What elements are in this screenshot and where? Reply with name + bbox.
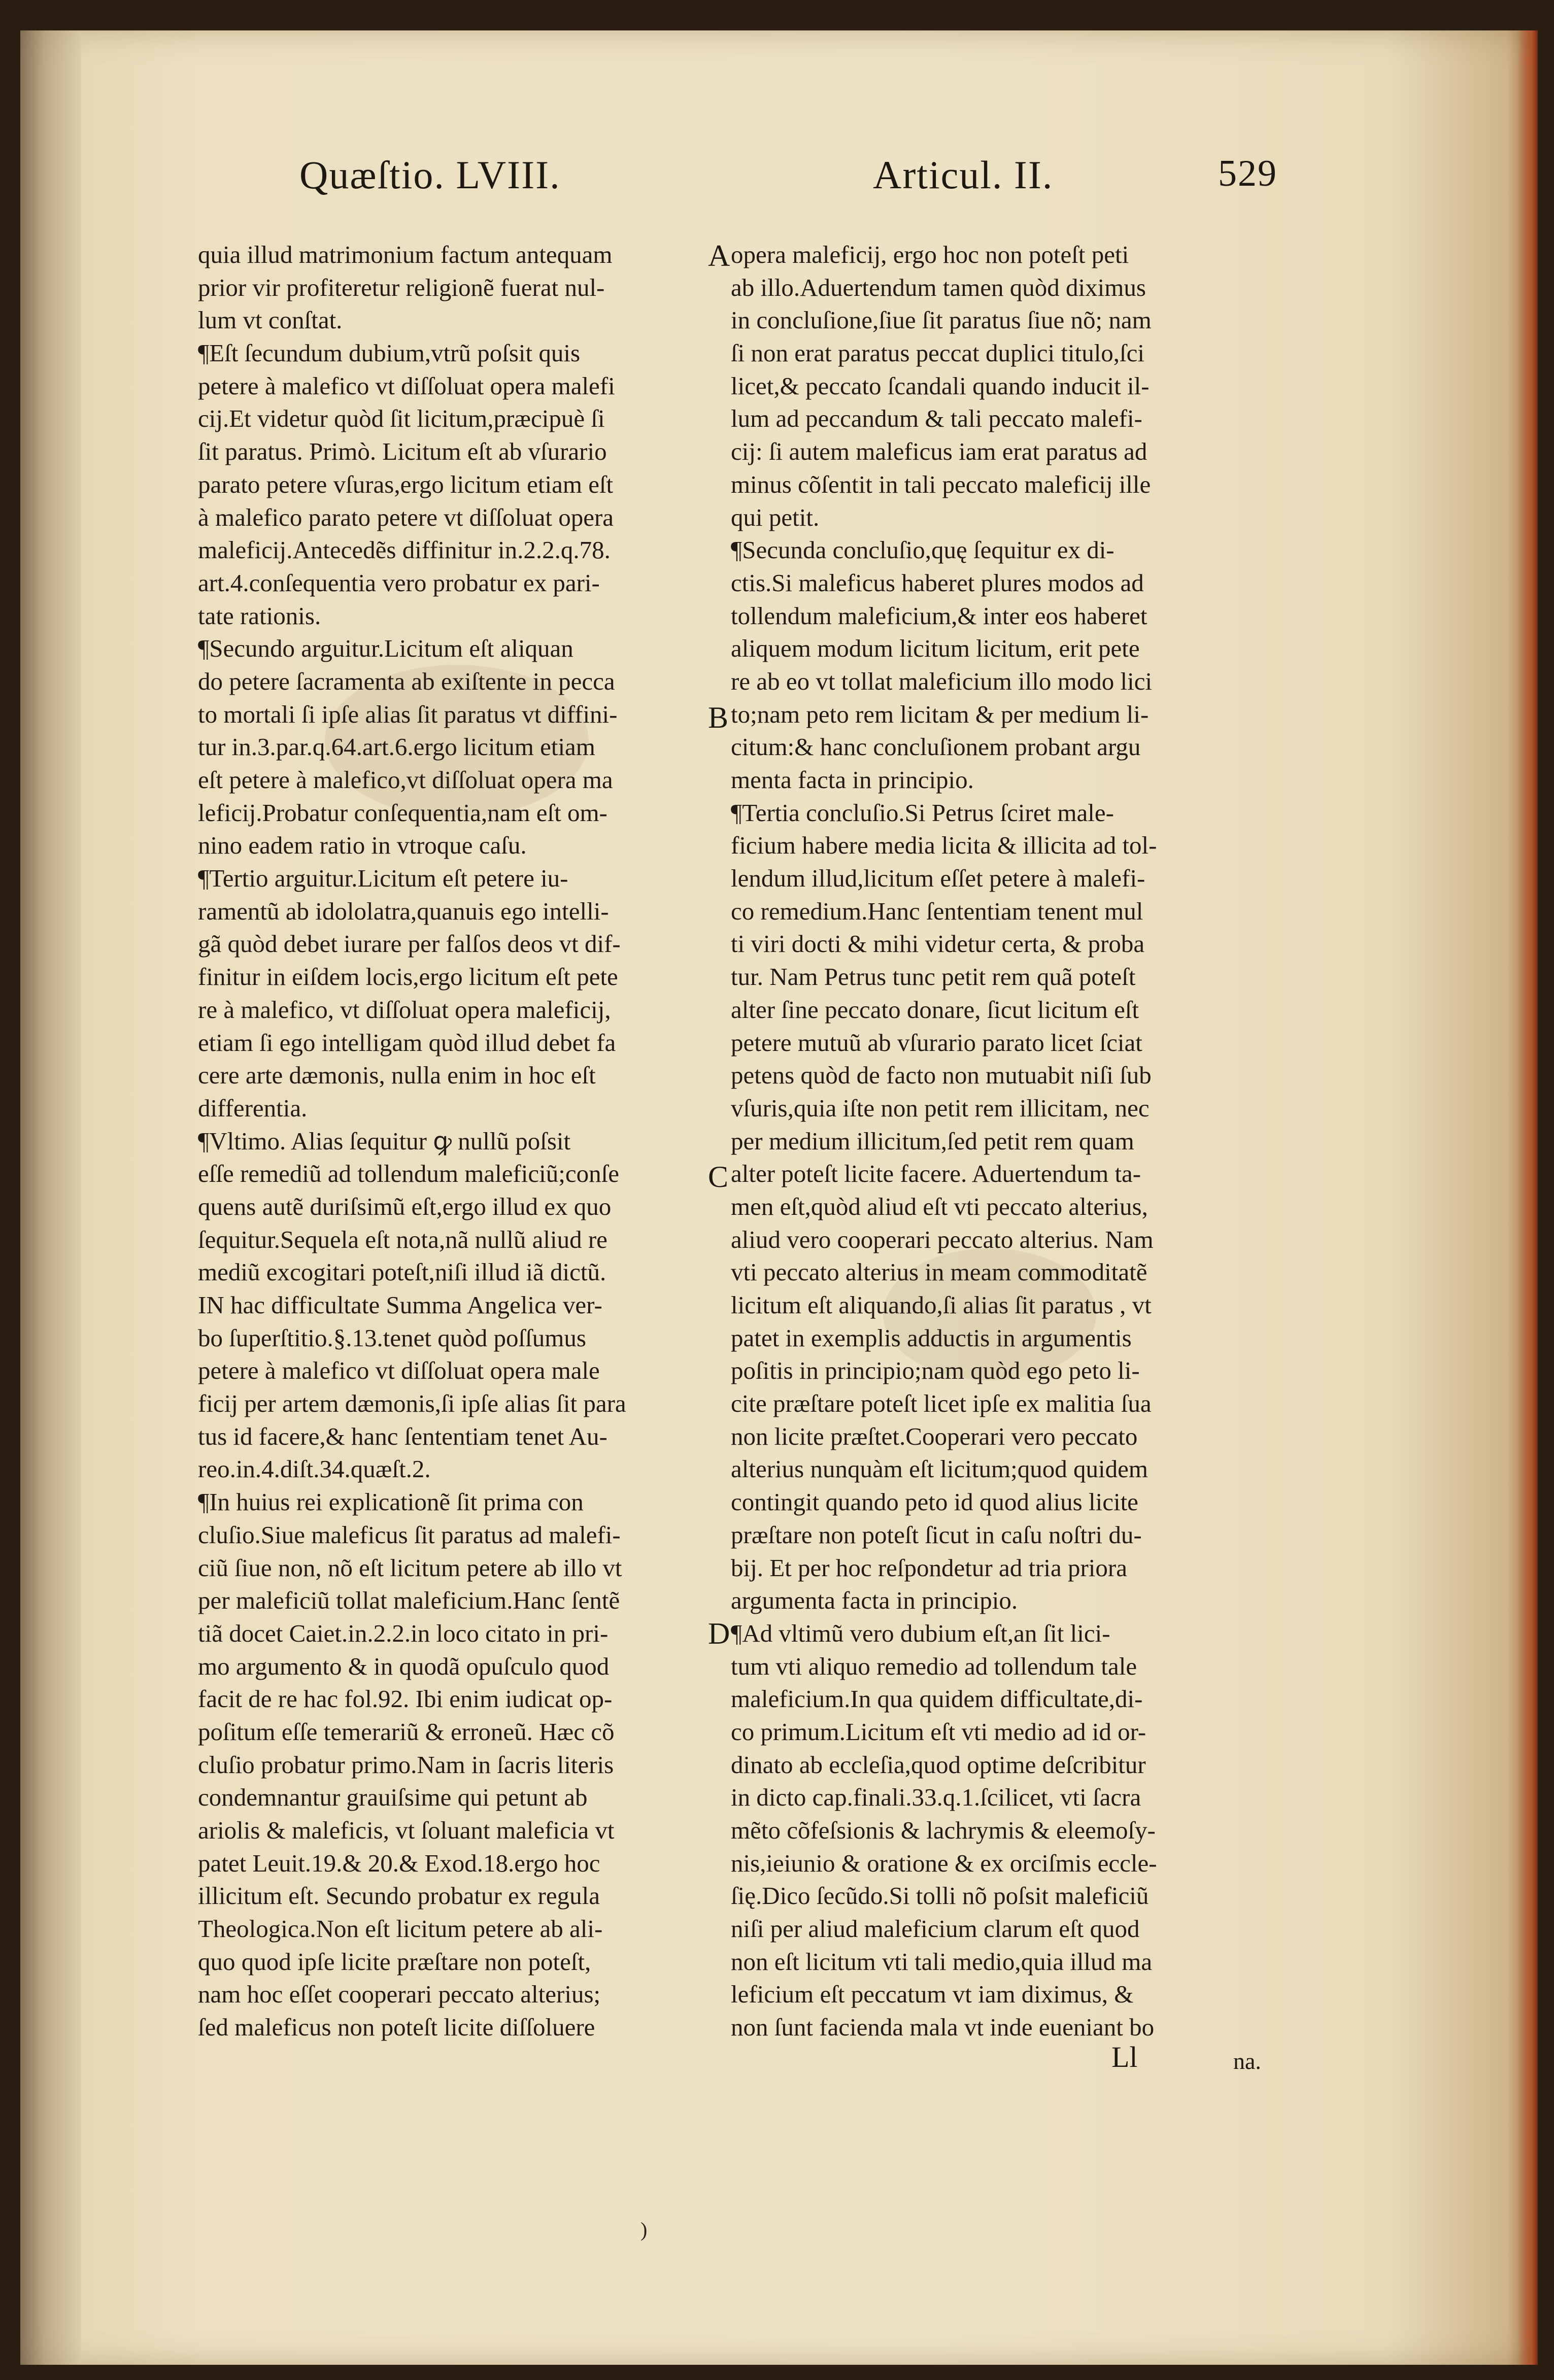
left-column-line: do petere ſacramenta ab exiſtente in pecca <box>198 667 615 695</box>
left-column-line: ramentũ ab idololatra,quanuis ego intelli- <box>198 897 609 925</box>
page-gutter-shadow <box>20 30 81 2365</box>
right-column-line: ti viri docti & mihi videtur certa, & proba <box>731 930 1145 958</box>
right-column-line: dinato ab eccleſia,quod optime deſcribitur <box>731 1750 1146 1779</box>
left-column-line: re à malefico, vt diſſoluat opera maleficij, <box>198 995 611 1024</box>
left-column-line: eſſe remediũ ad tollendum maleficiũ;conſe <box>198 1160 619 1188</box>
right-column-line: menta facta in principio. <box>731 766 974 794</box>
right-column-line: per medium illicitum,ſed petit rem quam <box>731 1127 1134 1155</box>
left-column-line: prior vir profiteretur religionẽ fuerat nul- <box>198 273 605 301</box>
left-column-line: tur in.3.par.q.64.art.6.ergo licitum etiam <box>198 733 595 761</box>
right-column-line: alterius nunquàm eſt licitum;quod quidem <box>731 1455 1148 1483</box>
left-column-line: gã quòd debet iurare per falſos deos vt dif- <box>198 930 621 958</box>
left-column-line: ¶In huius rei explicationẽ ſit prima con <box>198 1488 584 1516</box>
left-column-line: etiam ſi ego intelligam quòd illud debet fa <box>198 1028 616 1057</box>
right-column-line: citum:& hanc concluſionem probant argu <box>731 733 1141 761</box>
right-column-line: qui petit. <box>731 503 820 531</box>
left-column-line: ſed maleficus non poteſt licite diſſoluere <box>198 2013 595 2042</box>
right-column-line: patet in exemplis adductis in argumentis <box>731 1323 1132 1352</box>
right-column-line: niſi per aliud maleficium clarum eſt quod <box>731 1915 1140 1943</box>
right-column-line: lendum illud,licitum eſſet petere à malefi- <box>731 864 1145 893</box>
left-column-line: patet Leuit.19.& 20.& Exod.18.ergo hoc <box>198 1849 600 1877</box>
right-column-line: petere mutuũ ab vſurario parato licet ſciat <box>731 1028 1142 1057</box>
right-column-line: nis,ieiunio & oratione & ex orciſmis eccle- <box>731 1849 1157 1877</box>
right-column-line: tollendum maleficium,& inter eos haberet <box>731 601 1147 630</box>
right-column-line: contingit quando peto id quod alius licite <box>731 1488 1138 1516</box>
left-column-line: tate rationis. <box>198 601 321 630</box>
left-column-line: ſequitur.Sequela eſt nota,nã nullũ aliud re <box>198 1225 607 1253</box>
left-column-line: tiã docet Caiet.in.2.2.in loco citato in pri- <box>198 1619 609 1647</box>
right-column-line: aliud vero cooperari peccato alterius. Nam <box>731 1225 1154 1253</box>
left-column-line: nam hoc eſſet cooperari peccato alterius; <box>198 1980 601 2009</box>
left-text-column <box>198 239 700 2044</box>
right-column-line: ficium habere media licita & illicita ad tol- <box>731 831 1157 860</box>
left-column-line: IN hac difficultate Summa Angelica ver- <box>198 1291 602 1319</box>
right-column-line: tum vti aliquo remedio ad tollendum tale <box>731 1652 1137 1680</box>
right-column-line: co remedium.Hanc ſententiam tenent mul <box>731 897 1143 925</box>
right-column-line: maleficium.In qua quidem difficultate,di- <box>731 1685 1143 1713</box>
red-page-edge <box>1517 30 1538 2365</box>
running-head-right: Articul. II. <box>873 153 1054 197</box>
right-column-line: men eſt,quòd aliud eſt vti peccato alterius, <box>731 1192 1148 1220</box>
left-column-line: cij.Et videtur quòd ſit licitum,præcipuè ſi <box>198 404 605 433</box>
margin-letter-a: A <box>708 239 730 273</box>
left-column-line: cluſio probatur primo.Nam in ſacris literis <box>198 1750 614 1779</box>
right-column-line: in concluſione,ſiue ſit paratus ſiue nõ; nam <box>731 306 1152 334</box>
left-column-line: illicitum eſt. Secundo probatur ex regula <box>198 1882 600 1910</box>
margin-letter-b: B <box>708 701 729 734</box>
right-column-line: licitum eſt aliquando,ſi alias ſit paratus , vt <box>731 1291 1152 1319</box>
left-column-line: quia illud matrimonium factum antequam <box>198 241 613 268</box>
right-column-line: ¶Ad vltimũ vero dubium eſt,an ſit lici- <box>731 1619 1110 1647</box>
page-number: 529 <box>1218 153 1277 194</box>
right-column-line: minus cõſentit in tali peccato maleficij ille <box>731 470 1151 498</box>
left-column-line: à malefico parato petere vt diſſoluat opera <box>198 503 614 531</box>
left-column-line: eſt petere à malefico,vt diſſoluat opera ma <box>198 766 613 794</box>
right-column-line: ¶Tertia concluſio.Si Petrus ſciret male- <box>731 798 1114 827</box>
left-column-line: ariolis & maleficis, vt ſoluant maleficia vt <box>198 1816 615 1844</box>
left-column-line: mo argumento & in quodã opuſculo quod <box>198 1652 610 1680</box>
left-column-line: ¶Secundo arguitur.Licitum eſt aliquan <box>198 634 573 663</box>
left-column-line: quens autẽ duriſsimũ eſt,ergo illud ex quo <box>198 1192 612 1220</box>
catchword: na. <box>1233 2048 1261 2074</box>
left-column-line: per maleficiũ tollat maleficium.Hanc ſentẽ <box>198 1586 620 1615</box>
right-column-line: vti peccato alterius in meam commoditatẽ <box>731 1258 1147 1286</box>
right-column-line: licet,& peccato ſcandali quando inducit il- <box>731 371 1150 400</box>
left-column-line: lum vt conſtat. <box>198 306 343 334</box>
left-column-line: quo quod ipſe licite præſtare non poteſt, <box>198 1947 591 1976</box>
left-column-line: ficij per artem dæmonis,ſi ipſe alias ſit para <box>198 1389 626 1418</box>
right-column-line: in dicto cap.finali.33.q.1.ſcilicet, vti ſacra <box>731 1783 1141 1812</box>
left-column-line: cluſio.Siue maleficus ſit paratus ad malefi- <box>198 1520 621 1549</box>
left-column-line: bo ſuperſtitio.§.13.tenet quòd poſſumus <box>198 1323 586 1352</box>
right-column-line: petens quòd de facto non mutuabit niſi ſub <box>731 1061 1152 1090</box>
right-column-line: argumenta facta in principio. <box>731 1586 1018 1615</box>
margin-letter-c: C <box>708 1160 729 1194</box>
left-column-line: maleficij.Antecedẽs diffinitur in.2.2.q.78. <box>198 536 611 564</box>
right-column-line: poſitis in principio;nam quòd ego peto li- <box>731 1356 1140 1385</box>
signature-mark: Ll <box>1111 2041 1138 2073</box>
right-column-line: cite præſtare poteſt licet ipſe ex malitia ſua <box>731 1389 1152 1418</box>
left-column-line: finitur in eiſdem locis,ergo licitum eſt pete <box>198 963 618 991</box>
right-column-line: ¶Secunda concluſio,quę ſequitur ex di- <box>731 536 1114 564</box>
left-column-line: ¶Vltimo. Alias ſequitur ꝙ nullũ poſsit <box>198 1127 571 1155</box>
right-column-line: vſuris,quia iſte non petit rem illicitam, nec <box>731 1094 1150 1122</box>
folio-mark: ) <box>640 2218 648 2241</box>
right-column-line: to;nam peto rem licitam & per medium li- <box>731 700 1149 728</box>
left-column-line: art.4.conſequentia vero probatur ex pari- <box>198 568 600 597</box>
running-head-left: Quæſtio. LVIII. <box>299 153 561 197</box>
right-column-line: non ſunt facienda mala vt inde eueniant bo <box>731 2013 1155 2042</box>
right-column-line: ab illo.Aduertendum tamen quòd diximus <box>731 273 1146 301</box>
right-column-line: tur. Nam Petrus tunc petit rem quã poteſt <box>731 963 1136 991</box>
right-column-line: alter ſine peccato donare, ſicut licitum eſt <box>731 995 1139 1024</box>
right-column-line: aliquem modum licitum licitum, erit pete <box>731 634 1140 663</box>
left-column-line: condemnantur grauiſsime qui petunt ab <box>198 1783 588 1812</box>
left-column-line: Theologica.Non eſt licitum petere ab ali- <box>198 1915 603 1943</box>
right-column-line: ſię.Dico ſecũdo.Si tolli nõ poſsit maleficiũ <box>731 1882 1149 1910</box>
left-column-line: to mortali ſi ipſe alias ſit paratus vt diffini- <box>198 700 618 728</box>
left-column-line: poſitum eſſe temerariũ & erroneũ. Hæc cõ <box>198 1717 615 1746</box>
right-column-line: non eſt licitum vti tali medio,quia illud ma <box>731 1947 1153 1976</box>
right-column-line: cij: ſi autem maleficus iam erat paratus ad <box>731 437 1147 466</box>
left-column-line: mediũ excogitari poteſt,niſi illud iã dictũ. <box>198 1258 606 1286</box>
right-column-line: mẽto cõfeſsionis & lachrymis & eleemoſy- <box>731 1816 1156 1844</box>
left-column-line: tus id facere,& hanc ſententiam tenet Au- <box>198 1422 607 1450</box>
left-column-line: ¶Eſt ſecundum dubium,vtrũ poſsit quis <box>198 339 581 367</box>
right-column-line: præſtare non poteſt ſicut in caſu noſtri du- <box>731 1520 1142 1549</box>
right-column-line: leficium eſt peccatum vt iam diximus, & <box>731 1980 1134 2009</box>
left-column-line: differentia. <box>198 1094 308 1122</box>
right-column-line: ctis.Si maleficus haberet plures modos ad <box>731 568 1144 597</box>
right-text-column <box>731 239 1279 2044</box>
left-column-line: ciũ ſiue non, nõ eſt licitum petere ab illo vt <box>198 1553 622 1582</box>
left-column-line: reo.in.4.diſt.34.quæſt.2. <box>198 1455 431 1483</box>
left-column-line: ¶Tertio arguitur.Licitum eſt petere iu- <box>198 864 568 893</box>
right-column-line: ſi non erat paratus peccat duplici titulo,ſci <box>731 339 1145 367</box>
right-column-line: co primum.Licitum eſt vti medio ad id or- <box>731 1717 1146 1746</box>
right-column-line: lum ad peccandum & tali peccato malefi- <box>731 404 1142 433</box>
right-column-line: bij. Et per hoc reſpondetur ad tria priora <box>731 1553 1127 1582</box>
left-column-line: parato petere vſuras,ergo licitum etiam eſt <box>198 470 614 498</box>
left-column-line: petere à malefico vt diſſoluat opera male <box>198 1356 600 1385</box>
right-column-line: re ab eo vt tollat maleficium illo modo lici <box>731 667 1153 695</box>
left-column-line: nino eadem ratio in vtroque caſu. <box>198 831 527 860</box>
left-column-line: cere arte dæmonis, nulla enim in hoc eſt <box>198 1061 596 1090</box>
right-column-line: alter poteſt licite facere. Aduertendum ta- <box>731 1160 1141 1188</box>
left-column-line: facit de re hac fol.92. Ibi enim iudicat op- <box>198 1685 613 1713</box>
margin-letter-d: D <box>708 1617 730 1650</box>
right-column-line: non licite præſtet.Cooperari vero peccato <box>731 1422 1138 1450</box>
right-column-line: opera maleficij, ergo hoc non poteſt peti <box>731 241 1129 268</box>
left-column-line: petere à malefico vt diſſoluat opera malefi <box>198 371 615 400</box>
left-column-line: leficij.Probatur conſequentia,nam eſt om- <box>198 798 607 827</box>
left-column-line: ſit paratus. Primò. Licitum eſt ab vſurario <box>198 437 607 466</box>
